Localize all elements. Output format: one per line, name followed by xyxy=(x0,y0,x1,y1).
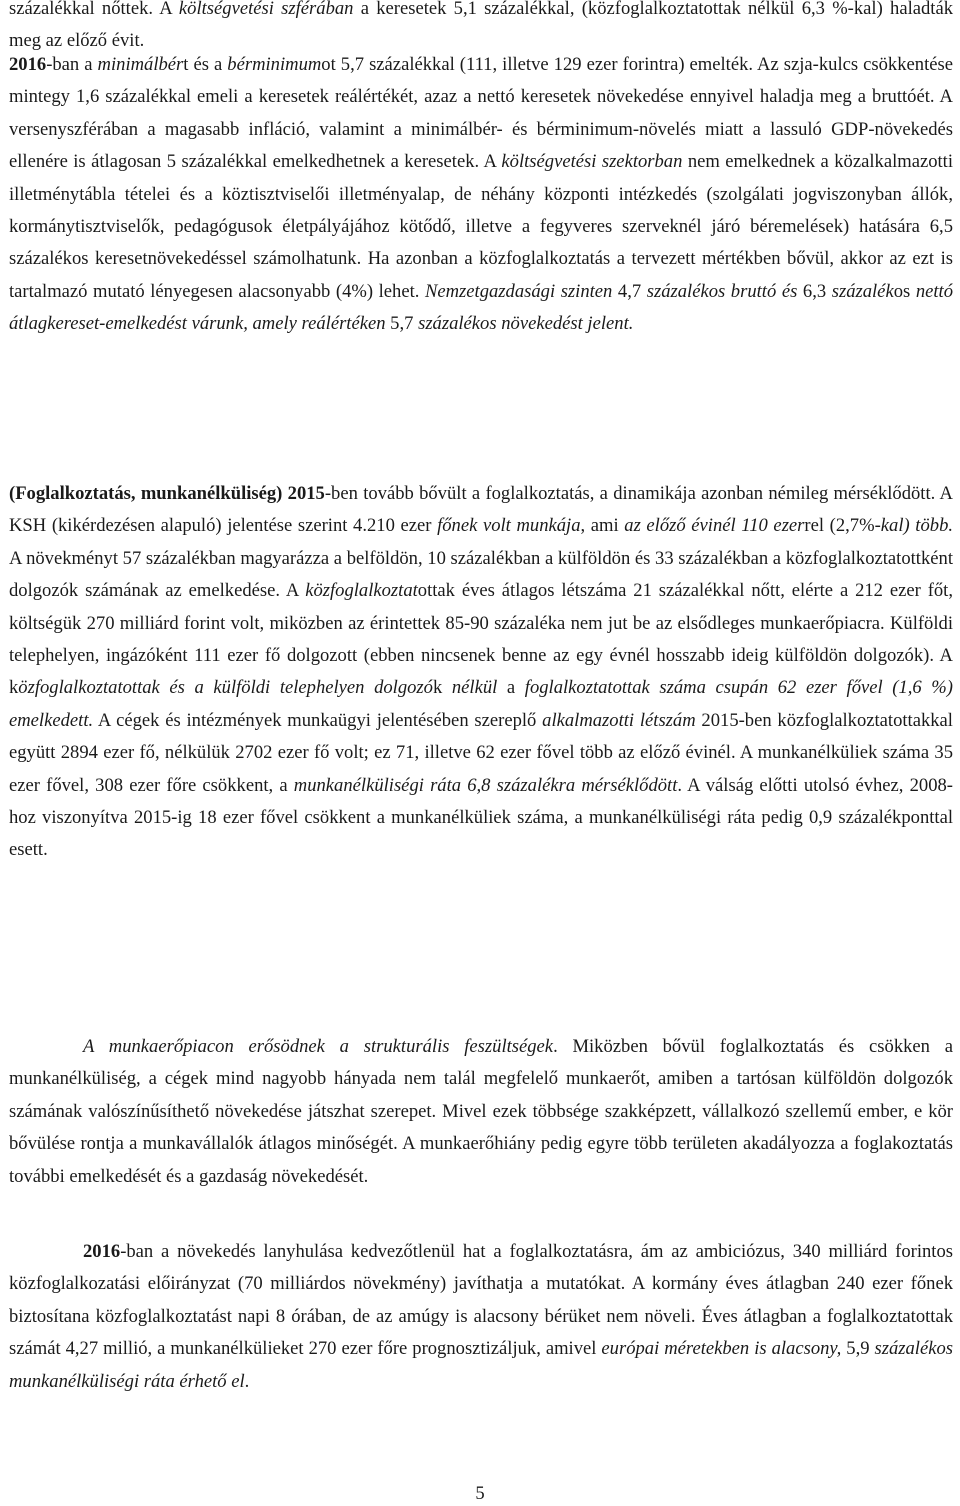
text-run: főnek volt munkája xyxy=(437,515,581,537)
text-run: költségvetési szférában xyxy=(178,0,354,19)
text-run: A munkaerőpiacon erősödnek a strukturális feszültségek xyxy=(83,1036,554,1057)
text-run: 6,3 xyxy=(797,280,832,302)
text-run: nélkül xyxy=(451,677,498,699)
text-run: 4,7 xyxy=(612,280,647,302)
text-run: az előző évinél 110 ezer xyxy=(624,515,805,537)
text-run: közfoglalkoztat xyxy=(305,580,418,602)
paragraph-2016-employment-outlook xyxy=(9,1236,953,1398)
text-run: kal) több. xyxy=(880,515,954,537)
text-run: munkanélküliségi ráta 6,8 százalékra mérséklődött xyxy=(293,774,678,796)
text-run: minimálbér xyxy=(97,54,184,75)
text-run: 2015-ben közfoglalkoztatottakkal együtt 2894 ezer fő, nélkülük 2702 ezer fő volt; ez 71, illetve 62 ezer fővel több az előző évinél. A munkanélküliek száma 35 ezer fővel, 308 ezer főre csökkent, a xyxy=(9,709,953,796)
text-run: k xyxy=(432,677,452,699)
text-run: nem emelkednek a közalkalmazotti illetménytábla tételei és a köztisztviselői illetményalap, de néhány központi intézkedés (szolgálati jogviszonyban állók, kormánytisztviselők, pedagógusok életpályájához kötődő, illetve a fegyveres szerveknél járó béremelések) hatására 6,5 százalékos keresetnövekedéssel számolhatunk. Ha azonban a közfoglalkoztatás a tervezett mértékben bővül, akkor az ezt is tartalmazó mutató lényegesen alacsonyabb (4%) lehet. xyxy=(9,151,953,302)
text-run: foglalkoztatottak száma csupán 62 ezer fővel (1,6 %) emelkedett. xyxy=(9,677,953,731)
text-run: a xyxy=(497,677,525,699)
text-run: költségvetési szektorban xyxy=(501,151,683,173)
text-run: özfoglalkoztatottak és a külföldi telephelyen dolgozó xyxy=(18,677,433,699)
text-run: -ban a növekedés lanyhulása kedvezőtlenül hat a foglalkoztatásra, ám az ambiciózus, 340 milliárd forintos közfoglalkozatási előirányzat (70 milliárdos növekmény) javíthatja a mutatókat. A kormány éves átlagban 240 ezer főnek biztosítana közfoglalkoztatást napi 8 órában, de az amúgy is alacsony bérüket nem növeli. Éves átlagban a foglalkoztatottak számát 4,27 millió, a munkanélkülieket 270 ezer főre prognosztizáljuk, amivel xyxy=(9,1241,953,1360)
text-run: százalék xyxy=(831,280,894,302)
paragraph-labour-market-tensions xyxy=(9,1031,953,1193)
text-run: ot 5,7 százalékkal (111, illetve 129 ezer forintra) emelték. Az szja-kulcs csökkentése mintegy 1,6 százalékkal emeli a keresetek reálértékét, azaz a nettó keresetek növekedése ennyivel haladja meg a bruttóét. A versenyszférában a magasabb infláció, valamint a minimálbér- és bérminimum-növelés miatt a lassuló GDP-növekedés ellenére is átlagosan 5 százalékkal emelkedhetnek a keresetek. A xyxy=(9,54,953,173)
text-run: alkalmazotti létszám xyxy=(542,709,696,731)
paragraph-employment-2015 xyxy=(9,478,953,867)
text-run: . A válság előtti utolsó évhez, 2008-hoz viszonyítva 2015-ig 18 ezer fővel csökkent a munkanélküliek száma, a munkanélküliségi ráta pedig 0,9 százalékponttal esett. xyxy=(9,774,953,861)
text-run: százalékos munkanélküliségi ráta érhető el xyxy=(9,1338,954,1392)
text-run: A növekményt 57 százalékban magyarázza a belföldön, 10 százalékban a külföldön és 33 százalékban a közfoglalkoztatottként dolgozók számának az emelkedése. A xyxy=(9,547,953,602)
text-run: t és a xyxy=(183,54,228,75)
text-run: nettó átlagkereset-emelkedést várunk, amely reálértéken xyxy=(9,280,953,335)
text-run: százalékkal nőttek. A xyxy=(9,0,179,19)
text-run: bérminimum xyxy=(227,54,322,75)
text-run: (Foglalkoztatás, munkanélküliség) 2015 xyxy=(9,483,325,504)
text-run: ottak éves átlagos létszáma 21 százalékkal nőtt, elérte a 212 ezer főt, költségük 270 milliárd forint volt, miközben az érintettek 85-90 százaléka nem jut be az elsődleges munkaerőpiacra. Külföldi telephelyen, ingázóként 111 ezer fő dolgozott (ebben nincsenek benne az egy évnél hosszabb ideig külföldön dolgozók). A k xyxy=(9,580,954,699)
text-run: százalékos bruttó és xyxy=(646,280,798,302)
text-run: európai méretekben is alacsony, xyxy=(601,1338,842,1360)
text-run: rel (2,7%- xyxy=(804,515,881,537)
page-number: 5 xyxy=(475,1483,485,1504)
text-run: 2016 xyxy=(9,54,47,75)
text-run: -ban a xyxy=(46,54,98,75)
paragraph-2016-wages xyxy=(9,49,953,341)
text-run: . xyxy=(244,1370,250,1392)
text-run: a keresetek 5,1 százalékkal, (közfoglalkoztatottak nélkül 6,3 %-kal) haladták meg az előző évit. xyxy=(9,0,954,52)
text-run: 5,9 xyxy=(841,1338,875,1360)
text-run: 5,7 xyxy=(385,313,419,335)
text-run: . Miközben bővül foglalkoztatás és csökken a munkanélküliség, a cégek mind nagyobb hányada nem talál megfelelő munkaerőt, amiben a tartósan külföldön dolgozók számának valószínűsíthető növekedése játszhat szerepet. Mivel ezek többsége szakképzett, vállalkozó szellemű ember, e kör bővülése rontja a munkavállalók átlagos minőségét. A munkaerőhiány pedig egyre több területen akadályozza a foglakoztatás további emelkedését és a gazdaság növekedését. xyxy=(9,1036,953,1187)
text-run: Nemzetgazdasági szinten xyxy=(424,280,613,302)
text-run: , ami xyxy=(580,515,625,537)
text-run: -ben tovább bővült a foglalkoztatás, a dinamikája azonban némileg mérséklődött. A KSH (kikérdezésen alapuló) jelentése szerint 4.210 ezer xyxy=(9,483,953,537)
text-run: os xyxy=(893,280,916,302)
text-run: 2016 xyxy=(83,1241,121,1262)
text-run: A cégek és intézmények munkaügyi jelentésében szereplő xyxy=(93,709,543,731)
text-run: százalékos növekedést jelent. xyxy=(418,313,634,335)
